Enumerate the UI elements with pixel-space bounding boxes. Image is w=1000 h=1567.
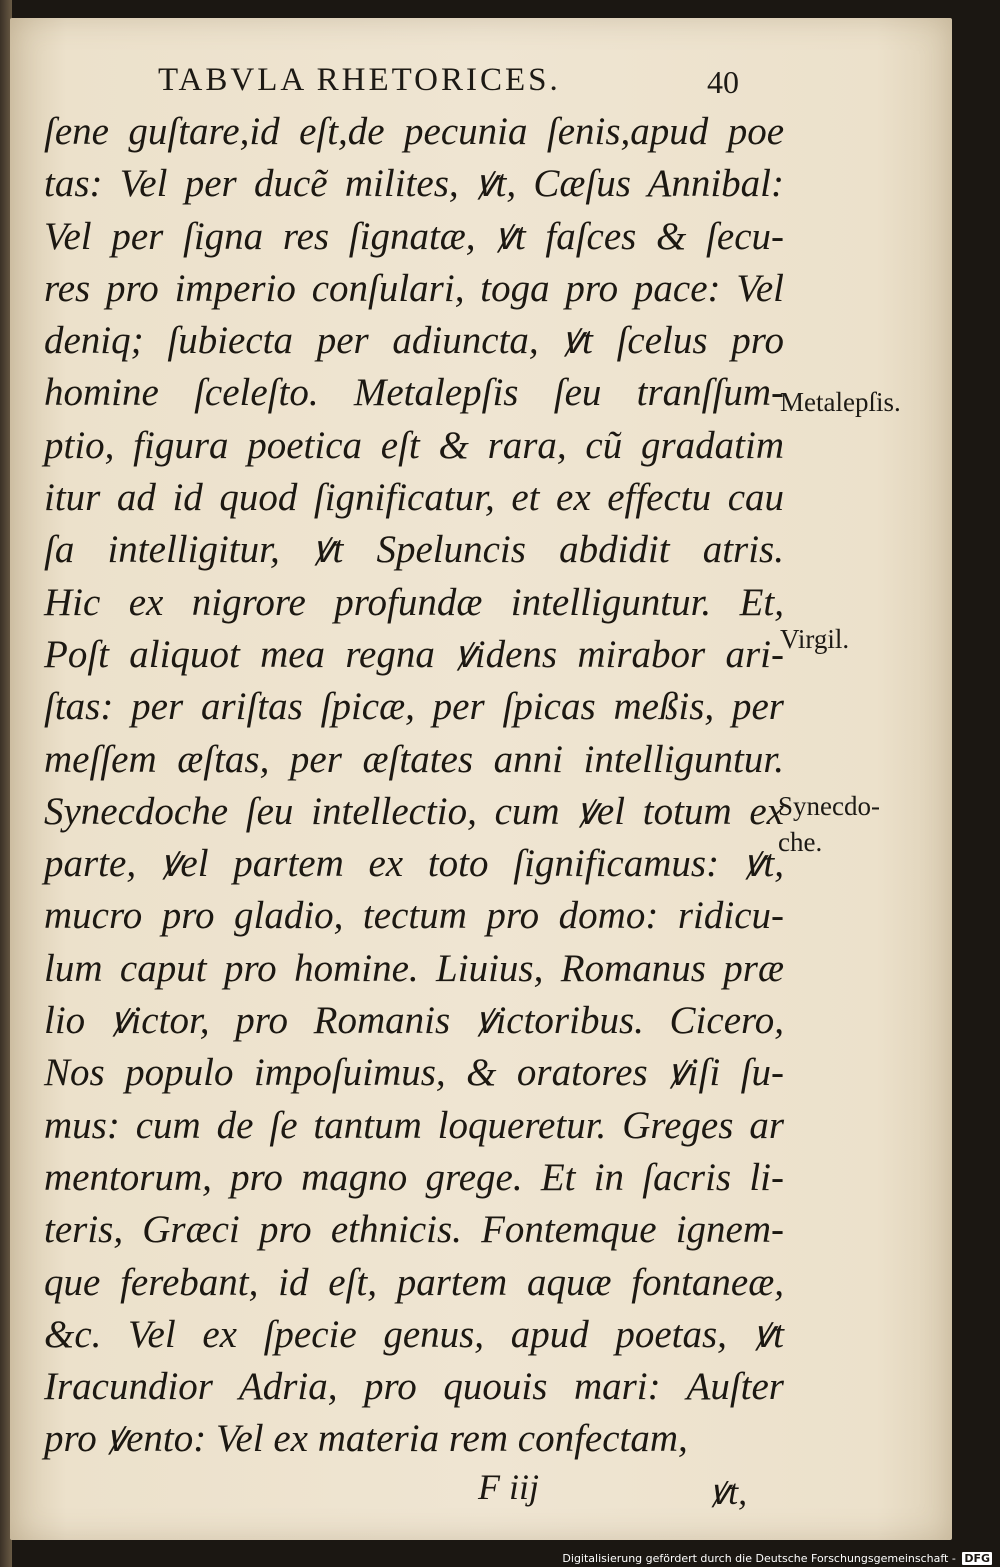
- text-line: mus: cum de ſe tantum loqueretur. Greges ar: [44, 1103, 784, 1147]
- text-line: ſene guſtare,id eſt,de pecunia ſenis,apud poe: [44, 110, 784, 153]
- margin-note-metalepsis: Metalepſis.: [780, 387, 901, 417]
- margin-note-virgil: Virgil.: [780, 624, 850, 654]
- text-line: ptio, figura poetica eſt & rara, cũ gradatim: [44, 423, 784, 467]
- text-line: mucro pro gladio, tectum pro domo: ridicu-: [44, 894, 784, 938]
- body-text: [44, 106, 784, 1466]
- text-line: Vel per ſigna res ſignatæ, ꝟt faſces & ſecu-: [44, 214, 784, 258]
- text-line: lio ꝟictor, pro Romanis ꝟictoribus. Cicero,: [44, 999, 784, 1043]
- text-line: homine ſceleſto. Metalepſis ſeu tranſſum-: [44, 371, 784, 415]
- text-line: mentorum, pro magno grege. Et in ſacris li-: [44, 1155, 784, 1199]
- running-head: TABVLA RHETORICES.: [158, 62, 561, 98]
- credit-text: Digitalisierung gefördert durch die Deutsche Forschungsgemeinschaft -: [562, 1552, 956, 1565]
- text-line: ſa intelligitur, ꝟt Speluncis abdidit atris.: [44, 528, 784, 572]
- text-line: Iracundior Adria, pro quouis mari: Auſter: [44, 1365, 784, 1409]
- text-line: ſtas: per ariſtas ſpicæ, per ſpicas meßis, per: [44, 685, 784, 729]
- text-line: Nos populo impoſuimus, & oratores ꝟiſi ſu-: [44, 1051, 784, 1095]
- text-line: pro ꝟento: Vel ex materia rem confectam,: [44, 1417, 688, 1461]
- text-line: deniq; ſubiecta per adiuncta, ꝟt ſcelus pro: [44, 319, 784, 363]
- text-line: res pro imperio conſulari, toga pro pace: Vel: [44, 266, 784, 310]
- text-line: tas: Vel per ducẽ milites, ꝟt, Cæſus Annibal:: [44, 162, 784, 206]
- text-line: Poſt aliquot mea regna ꝟidens mirabor ari-: [44, 632, 784, 676]
- margin-note-synecdoche-cont: che.: [778, 827, 823, 857]
- page-number: 40: [707, 64, 739, 100]
- text-line: teris, Græci pro ethnicis. Fontemque ignem-: [44, 1208, 784, 1252]
- text-line: que ferebant, id eſt, partem aquæ fontaneæ,: [44, 1260, 784, 1304]
- book-page: [10, 18, 952, 1540]
- digitization-credit: [562, 1552, 992, 1565]
- text-line: &c. Vel ex ſpecie genus, apud poetas, ꝟt: [44, 1312, 784, 1356]
- text-line: Hic ex nigrore profundæ intelliguntur. Et,: [44, 580, 784, 624]
- text-line: meſſem æſtas, per æſtates anni intelliguntur.: [44, 737, 784, 781]
- catchword: ꝟt,: [710, 1472, 748, 1512]
- text-line: itur ad id quod ſignificatur, et ex effectu cau: [44, 476, 784, 520]
- margin-note-synecdoche: Synecdo-: [778, 791, 880, 821]
- text-line: parte, ꝟel partem ex toto ſignificamus: ꝟt,: [44, 842, 784, 886]
- text-line: lum caput pro homine. Liuius, Romanus præ: [44, 946, 784, 990]
- text-line: Synecdoche ſeu intellectio, cum ꝟel totum ex: [44, 789, 784, 833]
- dfg-logo: DFG: [964, 1552, 990, 1565]
- signature-mark: F iij: [478, 1467, 539, 1507]
